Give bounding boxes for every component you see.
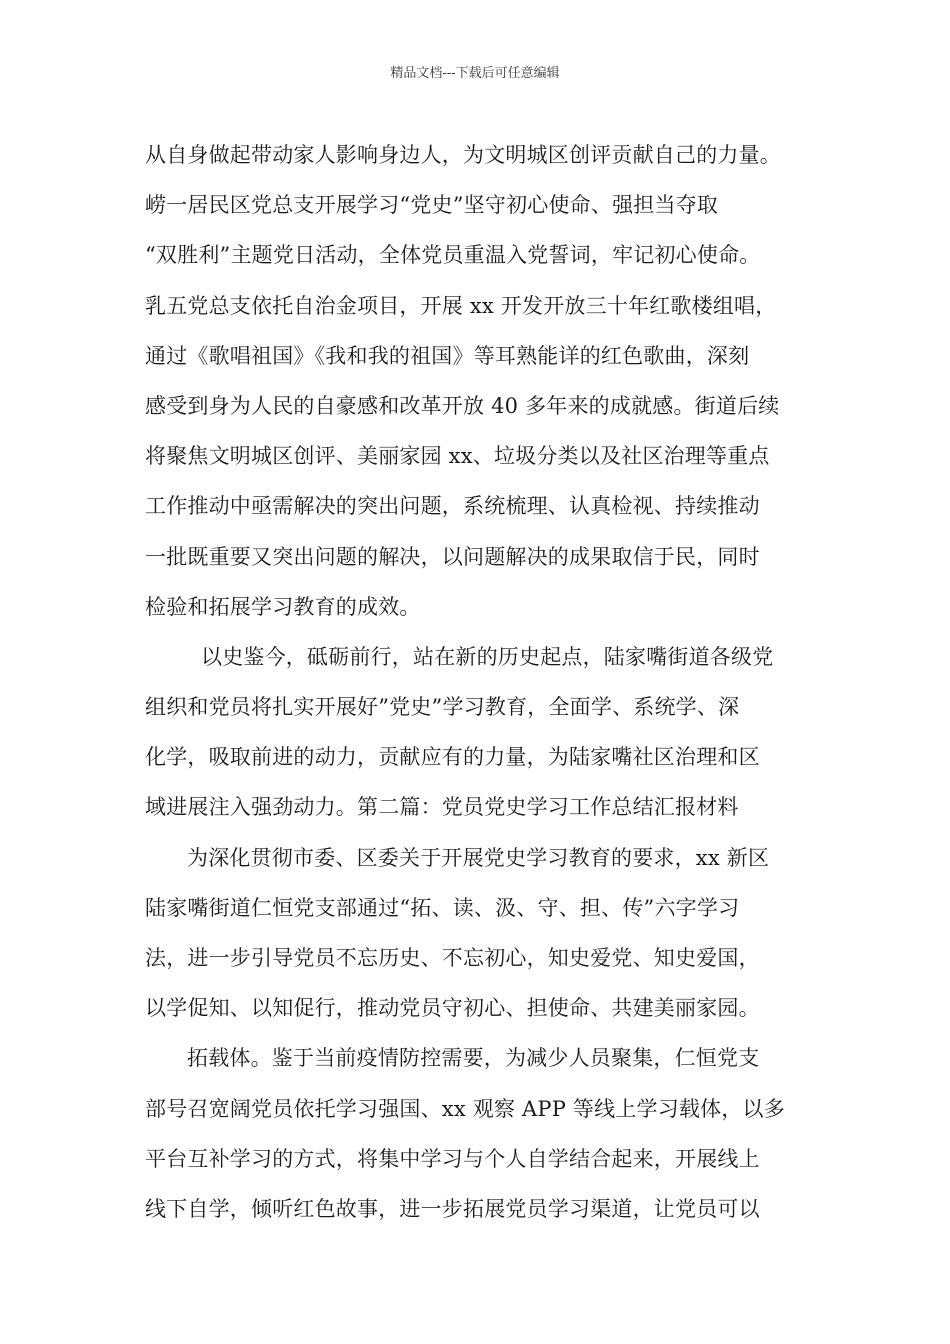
text-line: 域进展注入强劲动力。第二篇：党员党史学习工作总结汇报材料 xyxy=(145,795,739,820)
text-line: 平台互补学习的方式，将集中学习与个人自学结合起来，开展线上 xyxy=(145,1146,760,1171)
document-body xyxy=(145,130,825,1234)
text-line: 以学促知、以知促行，推动党员守初心、担使命、共建美丽家园。 xyxy=(145,996,760,1021)
text-line-paragraph-start: 以史鉴今，砥砺前行，站在新的历史起点，陆家嘴街道各级党 xyxy=(201,644,774,669)
text-line: 感受到身为人民的自豪感和改革开放 40 多年来的成就感。街道后续 xyxy=(145,393,780,418)
text-line: 通过《歌唱祖国》《我和我的祖国》等耳熟能详的红色歌曲，深刻 xyxy=(145,343,750,368)
text-line-paragraph-start: 拓载体。鉴于当前疫情防控需要，为减少人员聚集，仁恒党支 xyxy=(187,1046,760,1071)
page-header: 精品文档---下载后可任意编辑 xyxy=(390,66,560,81)
text-line: “双胜利”主题党日活动，全体党员重温入党誓词，牢记初心使命。 xyxy=(145,243,761,268)
text-line: 乳五党总支依托自治金项目，开展 xx 开发开放三十年红歌楼组唱， xyxy=(145,293,777,318)
text-line: 组织和党员将扎实开展好”党史”学习教育，全面学、系统学、深 xyxy=(145,695,740,720)
text-line: 检验和拓展学习教育的成效。 xyxy=(145,594,421,619)
text-line: 部号召宽阔党员依托学习强国、xx 观察 APP 等线上学习载体，以多 xyxy=(145,1096,785,1121)
text-line: 一批既重要又突出问题的解决，以问题解决的成果取信于民，同时 xyxy=(145,544,760,569)
text-line: 化学，吸取前进的动力，贡献应有的力量，为陆家嘴社区治理和区 xyxy=(145,745,760,770)
text-line: 将聚焦文明城区创评、美丽家园 xx、垃圾分类以及社区治理等重点 xyxy=(145,444,770,469)
text-line-paragraph-start: 为深化贯彻市委、区委关于开展党史学习教育的要求，xx 新区 xyxy=(187,845,770,870)
text-line: 线下自学，倾听红色故事，进一步拓展党员学习渠道，让党员可以 xyxy=(145,1196,760,1221)
text-line: 崂一居民区党总支开展学习“党史”坚守初心使命、强担当夺取 xyxy=(145,193,719,218)
text-line: 工作推动中亟需解决的突出问题，系统梳理、认真检视、持续推动 xyxy=(145,494,760,519)
text-line: 从自身做起带动家人影响身边人，为文明城区创评贡献自己的力量。 xyxy=(145,143,781,167)
text-line: 陆家嘴街道仁恒党支部通过“拓、读、汲、守、担、传”六字学习 xyxy=(145,895,740,920)
text-line: 法，进一步引导党员不忘历史、不忘初心，知史爱党、知史爱国， xyxy=(145,946,760,970)
